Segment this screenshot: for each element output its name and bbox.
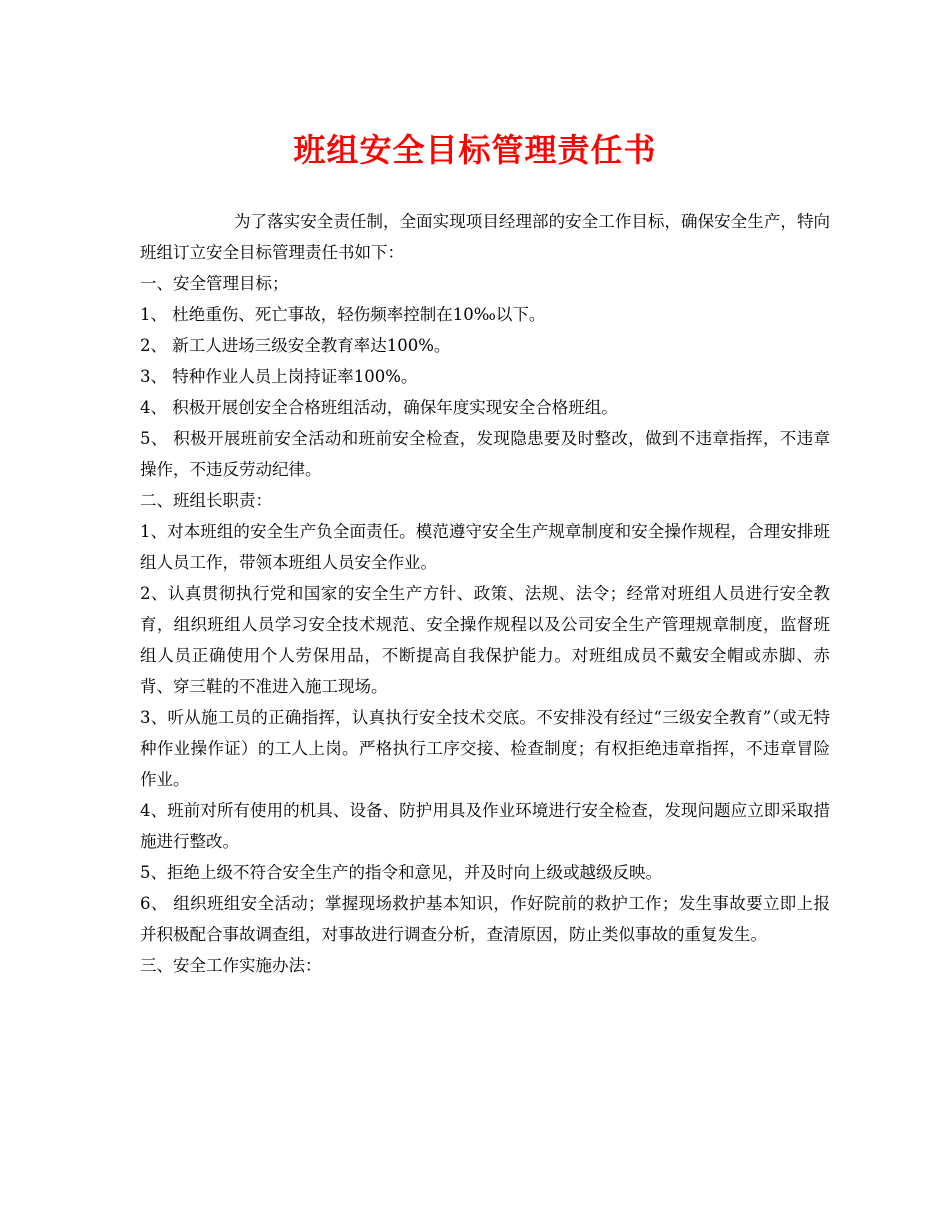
duty-item: 2、认真贯彻执行党和国家的安全生产方针、政策、法规、法令；经常对班组人员进行安全教育，组织班组人员学习安全技术规范、安全操作规程以及公司安全生产管理规章制度，监督班组人员正确使用个人劳保用品，不断提高自我保护能力。对班组成员不戴安全帽或赤脚、赤背、穿三鞋的不准进入施工现场。 bbox=[140, 584, 830, 696]
goal-item: 5、 积极开展班前安全活动和班前安全检查，发现隐患要及时整改，做到不违章指挥，不违章操作，不违反劳动纪律。 bbox=[140, 429, 830, 479]
section-heading-goals: 一、安全管理目标； bbox=[140, 274, 289, 293]
document-title: 班组安全目标管理责任书 bbox=[293, 131, 657, 169]
duty-item: 4、班前对所有使用的机具、设备、防护用具及作业环境进行安全检查，发现问题应立即采取措施进行整改。 bbox=[140, 801, 830, 851]
duty-item: 1、对本班组的安全生产负全面责任。模范遵守安全生产规章制度和安全操作规程，合理安排班组人员工作，带领本班组人员安全作业。 bbox=[140, 522, 830, 572]
goal-item: 4、 积极开展创安全合格班组活动，确保年度实现安全合格班组。 bbox=[140, 398, 618, 417]
section-heading-duties: 二、班组长职责： bbox=[140, 491, 272, 510]
goal-item: 3、 特种作业人员上岗持证率100%。 bbox=[140, 367, 418, 386]
duty-item: 5、拒绝上级不符合安全生产的指令和意见，并及时向上级或越级反映。 bbox=[140, 863, 662, 882]
goal-item: 1、 杜绝重伤、死亡事故，轻伤频率控制在10‰以下。 bbox=[140, 305, 546, 324]
duty-item: 6、 组织班组安全活动；掌握现场救护基本知识，作好院前的救护工作；发生事故要立即上报并积极配合事故调查组，对事故进行调查分析，查清原因，防止类似事故的重复发生。 bbox=[140, 894, 830, 944]
document-body bbox=[140, 206, 830, 981]
intro-paragraph: 为了落实安全责任制，全面实现项目经理部的安全工作目标，确保安全生产，特向班组订立安全目标管理责任书如下： bbox=[140, 212, 830, 262]
duty-item: 3、听从施工员的正确指挥，认真执行安全技术交底。不安排没有经过“三级安全教育”（或无特种作业操作证）的工人上岗。严格执行工序交接、检查制度；有权拒绝违章指挥，不违章冒险作业。 bbox=[140, 708, 830, 789]
goal-item: 2、 新工人进场三级安全教育率达100%。 bbox=[140, 336, 451, 355]
section-heading-methods: 三、安全工作实施办法： bbox=[140, 956, 322, 975]
